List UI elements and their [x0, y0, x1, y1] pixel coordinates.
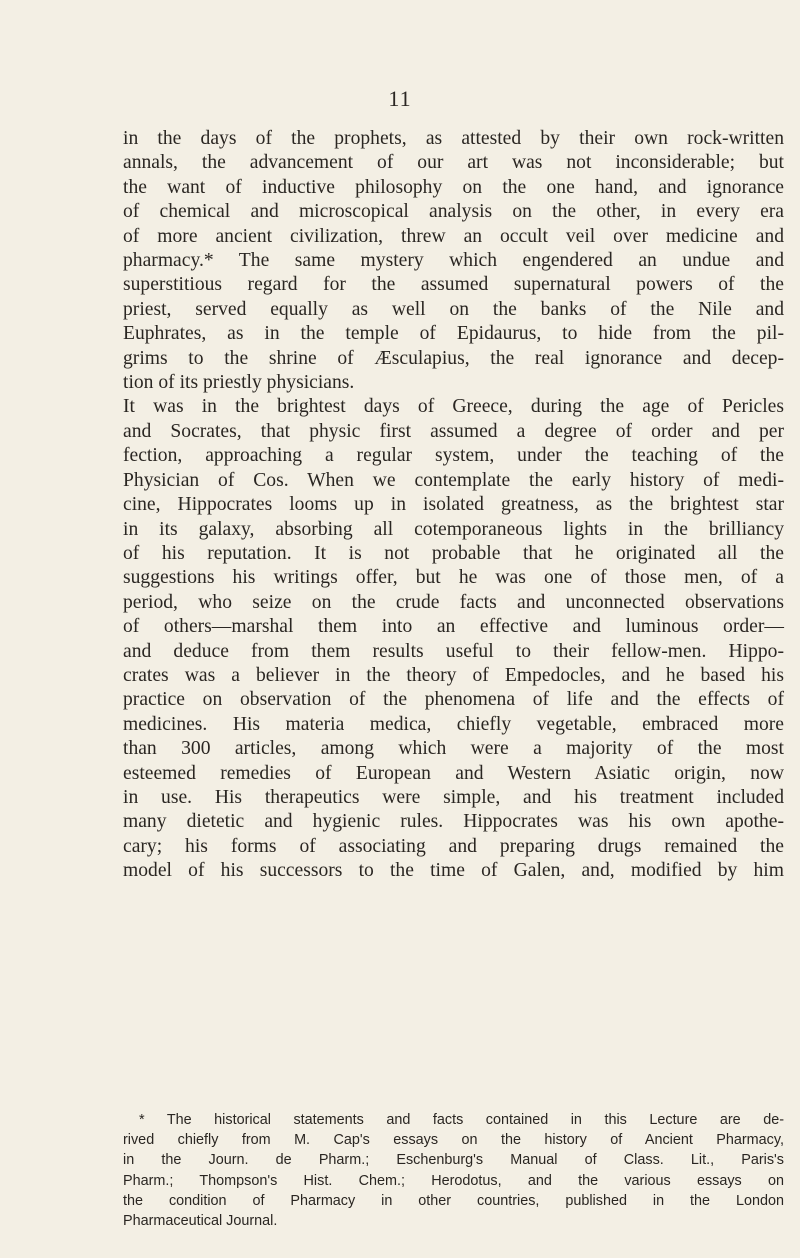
- text-line: crates was a believer in the theory of Empedocles, and he based his: [123, 664, 784, 686]
- text-line: tion of its priestly physicians.: [123, 372, 355, 394]
- text-line: model of his successors to the time of Galen, and, modified by him: [123, 860, 784, 882]
- text-line: of chemical and microscopical analysis on the other, in every era: [123, 201, 784, 223]
- text-line: the want of inductive philosophy on the one hand, and ignorance: [123, 176, 784, 198]
- page-number: 11: [388, 86, 412, 111]
- text-line: It was in the brightest days of Greece, during the age of Pericles: [123, 396, 784, 418]
- text-line: in the days of the prophets, as attested by their own rock-written: [123, 128, 784, 149]
- footnote-line: Pharmaceutical Journal.: [123, 1213, 278, 1230]
- text-line: in use. His therapeutics were simple, and his treatment included: [123, 786, 784, 808]
- text-line: of others—marshal them into an effective and luminous order—: [123, 616, 784, 638]
- text-line: esteemed remedies of European and Western Asiatic origin, now: [123, 762, 784, 784]
- text-line: in its galaxy, absorbing all cotemporaneous lights in the brilliancy: [123, 518, 784, 540]
- text-line: and deduce from them results useful to their fellow-men. Hippo-: [123, 640, 784, 662]
- footnote-line: Pharm.; Thompson's Hist. Chem.; Herodotus, and the various essays on: [123, 1172, 784, 1189]
- text-line: of more ancient civilization, threw an occult veil over medicine and: [123, 225, 784, 247]
- body-text: [123, 127, 784, 884]
- text-line: annals, the advancement of our art was not inconsiderable; but: [123, 152, 784, 174]
- text-line: than 300 articles, among which were a majority of the most: [123, 738, 784, 760]
- footnote-line: * The historical statements and facts contained in this Lecture are de-: [139, 1112, 784, 1128]
- text-line: of his reputation. It is not probable that he originated all the: [123, 542, 784, 564]
- text-line: priest, served equally as well on the banks of the Nile and: [123, 298, 784, 320]
- footnote-line: rived chiefly from M. Cap's essays on the history of Ancient Pharmacy,: [123, 1132, 784, 1149]
- text-line: fection, approaching a regular system, under the teaching of the: [123, 445, 784, 467]
- text-line: practice on observation of the phenomena of life and the effects of: [123, 689, 784, 711]
- text-line: and Socrates, that physic first assumed a degree of order and per: [123, 420, 784, 442]
- text-line: grims to the shrine of Æsculapius, the real ignorance and decep-: [123, 347, 784, 369]
- text-line: cine, Hippocrates looms up in isolated greatness, as the brightest star: [123, 494, 784, 516]
- text-line: many dietetic and hygienic rules. Hippocrates was his own apothe-: [123, 811, 784, 833]
- footnote: [123, 1110, 784, 1231]
- text-line: medicines. His materia medica, chiefly vegetable, embraced more: [123, 713, 784, 735]
- text-line: suggestions his writings offer, but he was one of those men, of a: [123, 567, 784, 589]
- text-line: Euphrates, as in the temple of Epidaurus, to hide from the pil-: [123, 323, 784, 345]
- text-line: Physician of Cos. When we contemplate the early history of medi-: [123, 469, 784, 491]
- footnote-line: the condition of Pharmacy in other countries, published in the London: [123, 1192, 784, 1209]
- text-line: pharmacy.* The same mystery which engendered an undue and: [123, 250, 784, 272]
- footnote-line: in the Journ. de Pharm.; Eschenburg's Manual of Class. Lit., Paris's: [123, 1152, 784, 1169]
- text-line: period, who seize on the crude facts and unconnected observations: [123, 591, 784, 613]
- text-line: superstitious regard for the assumed supernatural powers of the: [123, 274, 784, 296]
- text-line: cary; his forms of associating and preparing drugs remained the: [123, 835, 784, 857]
